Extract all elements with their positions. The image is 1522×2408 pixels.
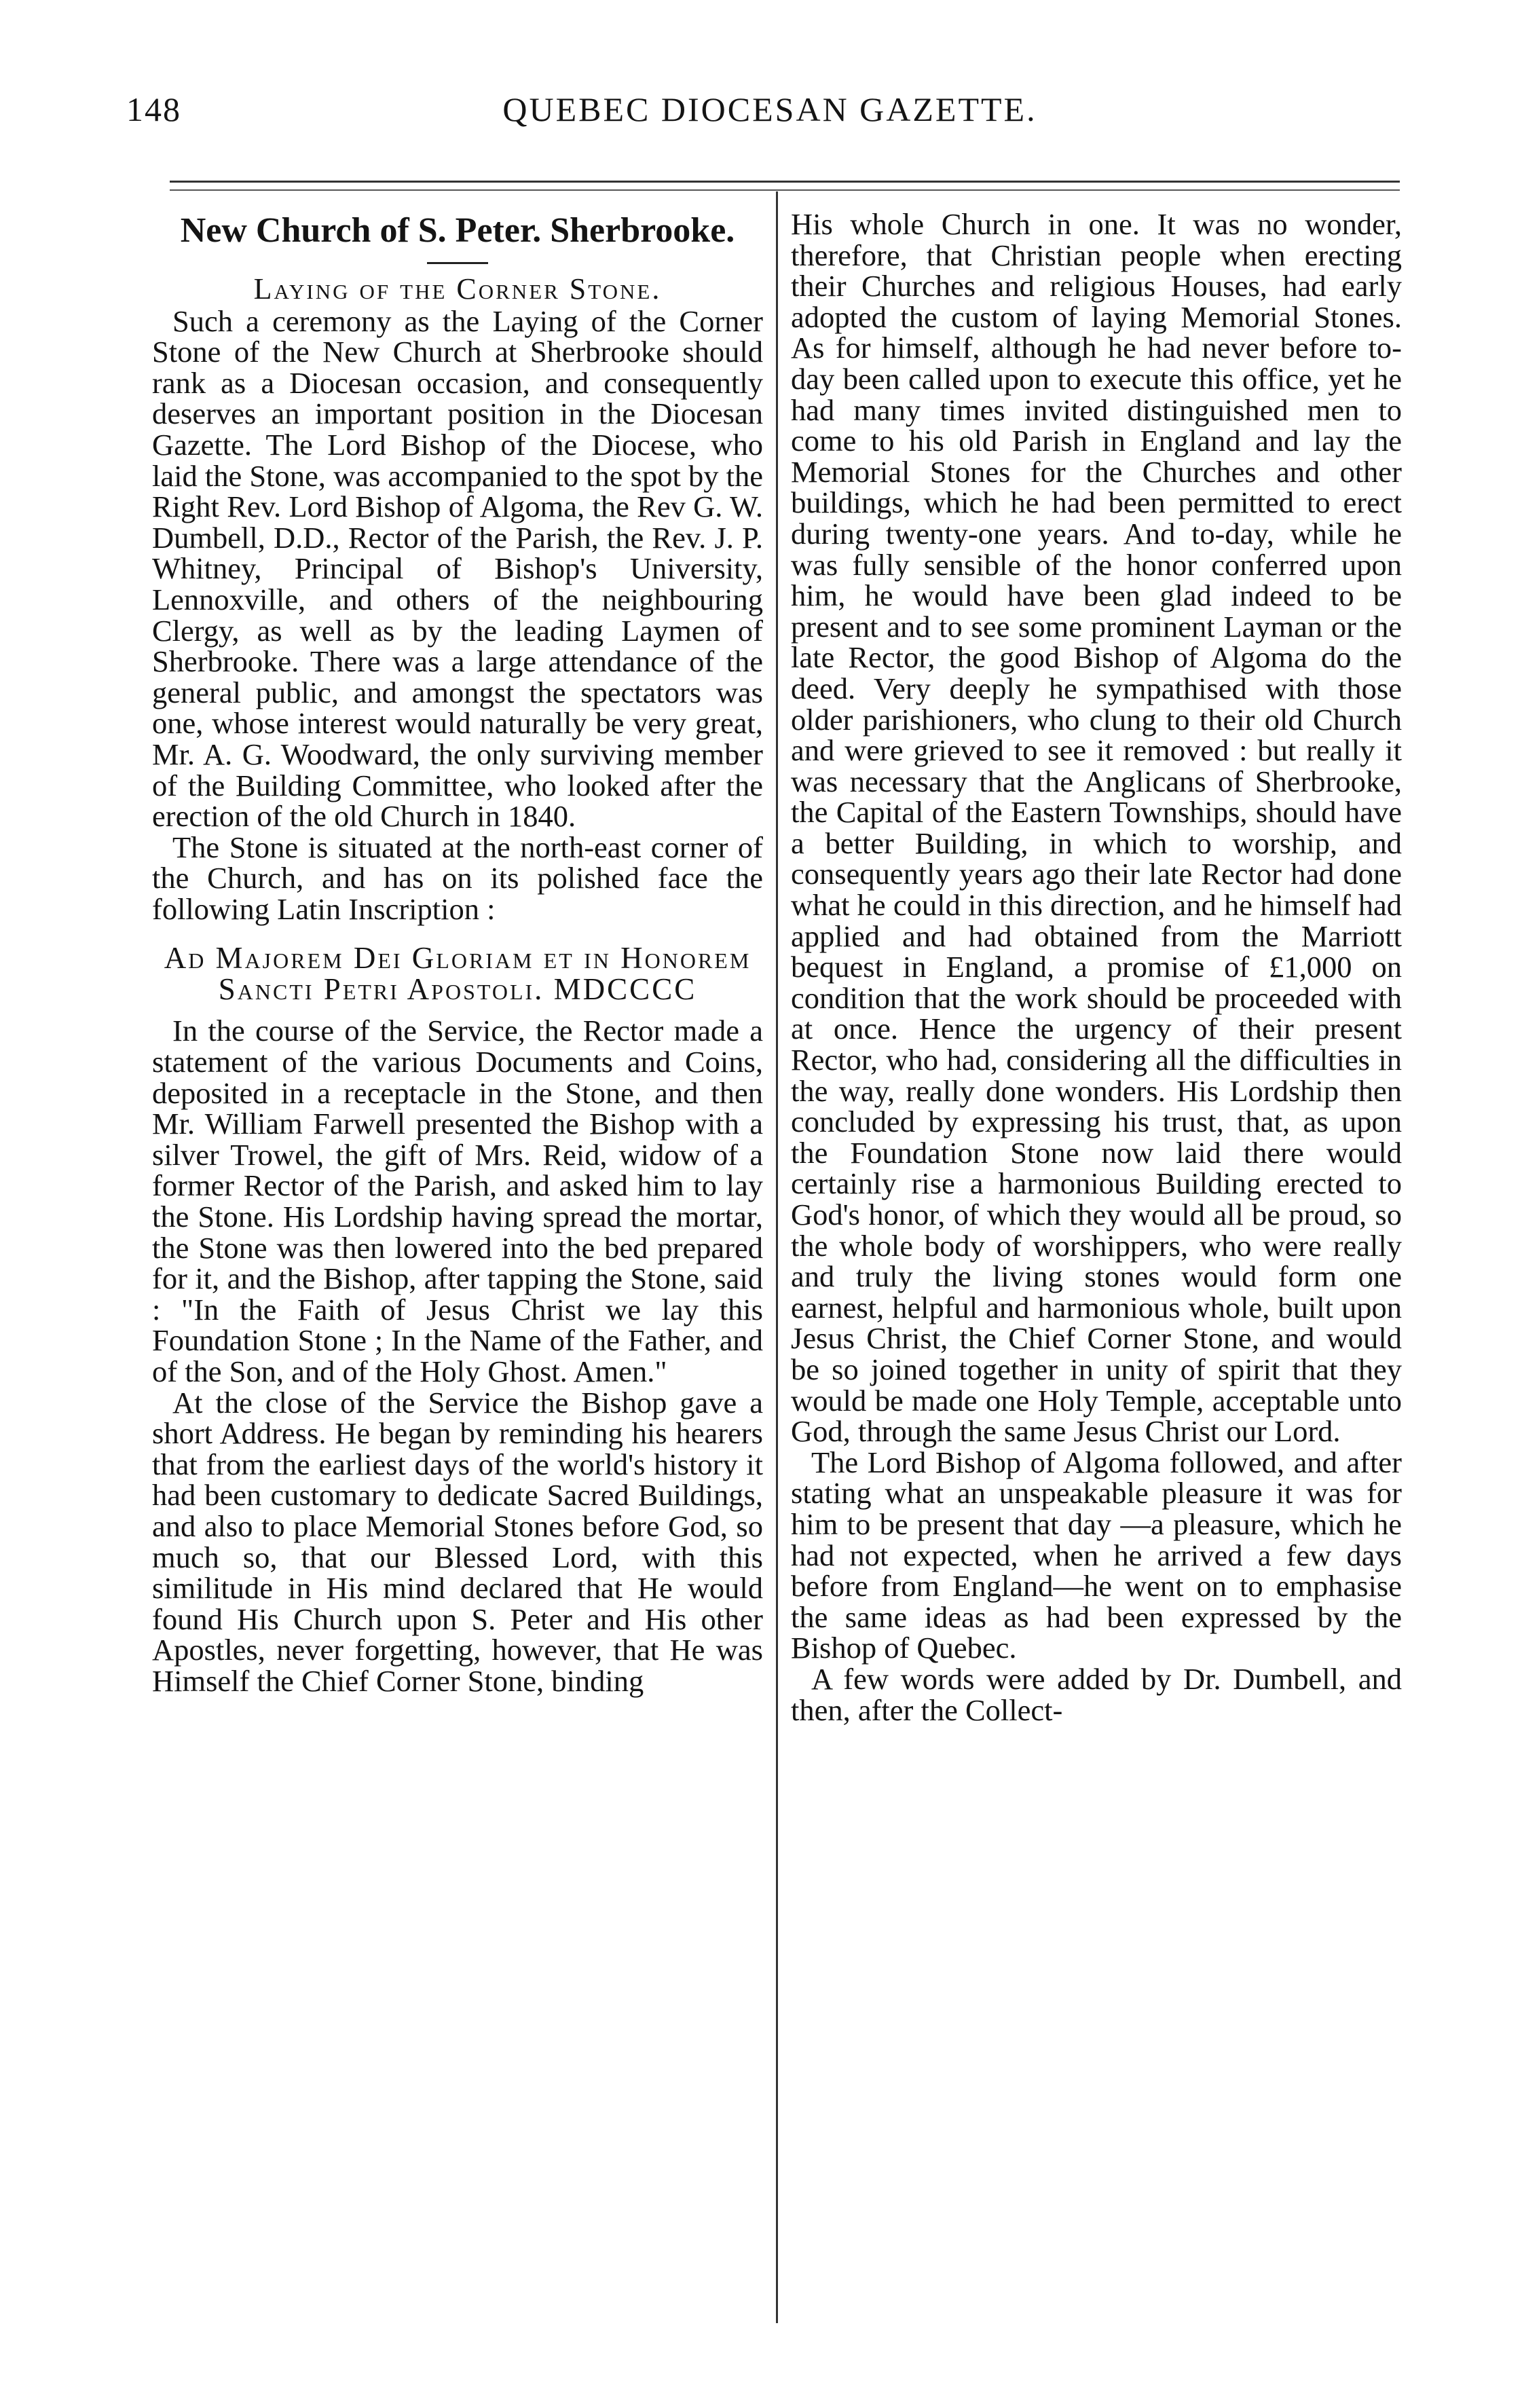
title-rule — [427, 262, 488, 264]
running-title: QUEBEC DIOCESAN GAZETTE. — [502, 90, 1037, 128]
paragraph: In the course of the Service, the Rector made a statement of the various Documents and Coins, deposited in a receptacle in the Stone, and then Mr. William Farwell presented the Bishop with a silver Trowel, the gift of Mrs. Reid, widow of a former Rector of the Parish, and asked him to lay the Stone. His Lordship having spread the mortar, the Stone was then lowered into the bed prepared for it, and the Bishop, after tapping the Stone, said : "In the Faith of Jesus Christ we lay this Foundation Stone ; In the Name of the Father, and of the Son, and of the Holy Ghost. Amen." — [152, 1014, 763, 1388]
paragraph: Such a ceremony as the Laying of the Corner Stone of the New Church at Sherbrooke should rank as a Diocesan occasion, and consequently deserves an important position in the Diocesan Gazette. The Lord Bishop of the Diocese, who laid the Stone, was accompanied to the spot by the Right Rev. Lord Bishop of Algoma, the Rev G. W. Dumbell, D.D., Rector of the Parish, the Rev. J. P. Whitney, Principal of Bishop's University, Lennoxville, and others of the neighbouring Clergy, as well as by the leading Laymen of Sherbrooke. There was a large attendance of the general public, and amongst the spectators was one, whose interest would naturally be very great, Mr. A. G. Woodward, the only surviving member of the Building Committee, who looked after the erection of the old Church in 1840. — [152, 303, 763, 834]
page-header — [126, 90, 1413, 144]
paragraph: His whole Church in one. It was no wonder, therefore, that Christian people when erecting their Churches and religious Houses, had early adopted the custom of laying Memorial Stones. As for himself, although he had never before to-day been called upon to execute this office, yet he had many times invited distinguished men to come to his old Parish in England and lay the Memorial Stones for the Churches and other buildings, which he had been permitted to erect during twenty-one years. And to-day, while he was fully sensible of the honor conferred upon him, he would have been glad indeed to be present and to see some prominent Layman or the late Rector, the good Bishop of Algoma do the deed. Very deeply he sympathised with those older parishioners, who clung to their old Church and were grieved to see it removed : but really it was necessary that the Anglicans of Sherbrooke, the Capital of the Eastern Townships, should have a better Building, in which to worship, and consequently years ago their late Rector had done what he could in this direction, and he himself had applied and had obtained from the Marriott bequest in England, a promise of £1,000 on condition that the work should be proceeded with at once. Hence the urgency of their present Rector, who had, considering all the difficulties in the way, really done wonders. His Lordship then concluded by expressing his trust, that, as upon the Foundation Stone now laid there would certainly rise a harmonious Building erected to God's honor, of which they would all be proud, so the whole body of worshippers, who were really and truly the living stones would form one earnest, helpful and harmonious whole, built upon Jesus Christ, the Chief Corner Stone, and would be so joined together in unity of spirit that they would be made one Holy Temple, acceptable unto God, through the same Jesus Christ our Lord. — [791, 207, 1402, 1449]
column-divider — [776, 191, 778, 2323]
paragraph: The Lord Bishop of Algoma followed, and after stating what an unspeakable pleasure it was for him to be present that day —a pleasure, which he had not expected, when he arrived a few days before from England—he went on to emphasise the same ideas as had been expressed by the Bishop of Quebec. — [791, 1445, 1402, 1665]
article-subtitle: Laying of the Corner Stone. — [253, 272, 662, 305]
latin-inscription: Ad Majorem Dei Gloriam et in Honorem Sancti Petri Apostoli. MDCCCC — [164, 941, 751, 1007]
paragraph: At the close of the Service the Bishop gave a short Address. He began by reminding his hearers that from the earliest days of the world's history it had been customary to dedicate Sacred Buildings, and also to place Memorial Stones before God, so much so, that our Blessed Lord, with this similitude in His mind declared that He would found His Church upon S. Peter and His other Apostles, never forgetting, however, that He was Himself the Chief Corner Stone, binding — [152, 1385, 763, 1698]
header-rule — [170, 181, 1400, 191]
article-title: New Church of S. Peter. Sherbrooke. — [180, 211, 735, 250]
paragraph: The Stone is situated at the north-east corner of the Church, and has on its polished face the following Latin Inscription : — [152, 830, 763, 926]
page-number: 148 — [126, 90, 181, 128]
paragraph: A few words were added by Dr. Dumbell, and then, after the Collect- — [791, 1661, 1402, 1727]
right-column — [791, 209, 1402, 1726]
left-column — [152, 209, 763, 1697]
